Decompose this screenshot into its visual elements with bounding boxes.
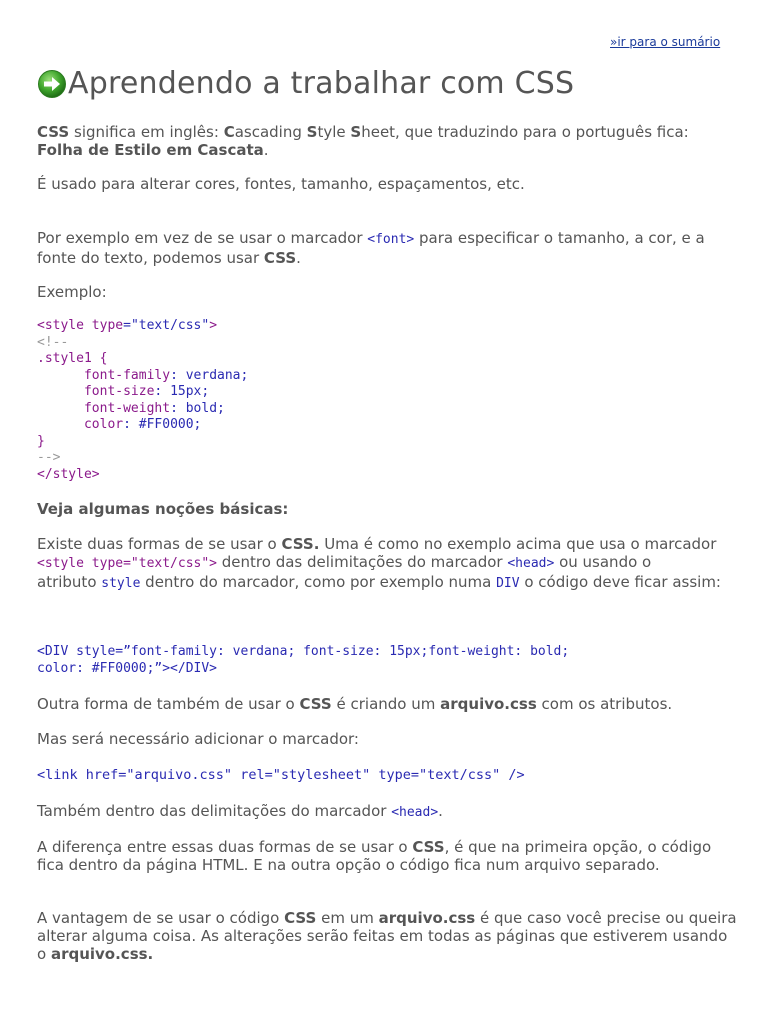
- code-token: }: [37, 433, 45, 449]
- code-token: -->: [37, 450, 61, 465]
- text: CSS: [299, 695, 332, 713]
- text: .: [438, 802, 443, 820]
- text: Folha de Estilo em Cascata: [37, 141, 264, 159]
- text: Por exemplo em vez de se usar o marcador: [37, 229, 368, 247]
- code-token: font-family: [83, 367, 171, 383]
- text: Outra forma de também de usar o: [37, 695, 300, 713]
- text: é criando um: [331, 695, 441, 713]
- code-token: >: [209, 318, 218, 333]
- page-title-text: Aprendendo a trabalhar com CSS: [68, 66, 575, 101]
- text: CSS: [412, 838, 445, 856]
- text: arquivo.css: [440, 695, 537, 713]
- text: Uma é como no exemplo acima que usa o marcador: [319, 535, 717, 553]
- text: em um: [316, 909, 379, 927]
- code-token: font-size: [83, 384, 155, 399]
- paragraph-example-label: Exemplo:: [37, 283, 107, 301]
- text: heet, que traduzindo para o português fica:: [361, 123, 689, 141]
- paragraph-advantage: [37, 909, 737, 963]
- inline-code: DIV: [496, 576, 520, 591]
- text: ou usando o: [554, 553, 652, 571]
- paragraph-two-ways: [37, 535, 737, 593]
- code-token: <style: [37, 318, 92, 333]
- css-term: CSS: [37, 123, 70, 141]
- code-block-style-example: [37, 318, 248, 483]
- text: dentro das delimitações do marcador: [217, 553, 508, 571]
- text: arquivo.css.: [50, 945, 154, 963]
- text: .: [296, 249, 301, 267]
- section-heading: Veja algumas noções básicas:: [37, 500, 289, 518]
- code-token: =: [123, 318, 131, 333]
- inline-code: <head>: [391, 805, 439, 820]
- code-token: : #FF0000;: [123, 417, 202, 432]
- code-token: </style>: [37, 466, 100, 482]
- text: ascading: [234, 123, 307, 141]
- text: Também dentro das delimitações do marcador: [37, 802, 392, 820]
- text: S: [306, 123, 318, 141]
- text: significa em inglês:: [69, 123, 224, 141]
- code-token: : verdana;: [170, 367, 249, 383]
- code-token: : 15px;: [154, 384, 210, 399]
- text: A vantagem de se usar o código: [37, 909, 285, 927]
- text: .: [263, 141, 269, 159]
- paragraph-add-tag: Mas será necessário adicionar o marcador:: [37, 730, 359, 748]
- back-to-summary-link[interactable]: »ir para o sumário: [610, 35, 721, 49]
- text: , é que na primeira opção, o código fica dentro da página HTML. E na outra opção o código fica num arquivo separado.: [37, 838, 712, 874]
- paragraph-css-file: [37, 695, 737, 713]
- text: com os atributos.: [536, 695, 673, 713]
- paragraph-example-intro: [37, 229, 737, 267]
- text: A diferença entre essas duas formas de se usar o: [37, 838, 413, 856]
- paragraph-css-definition: [37, 123, 737, 159]
- text: tyle: [317, 123, 351, 141]
- text: CSS: [284, 909, 317, 927]
- code-line: color: #FF0000;”></DIV>: [37, 660, 218, 676]
- inline-code: <style type="text/css">: [37, 556, 218, 571]
- text: o código deve ficar assim:: [519, 573, 721, 591]
- inline-code: style: [101, 576, 141, 591]
- text: para especificar o tamanho, a cor, e a fonte do texto, podemos usar: [37, 229, 705, 267]
- text: arquivo.css: [378, 909, 476, 927]
- code-token: type: [91, 318, 124, 333]
- code-line: <DIV style=”font-family: verdana; font-size: 15px;font-weight: bold;: [37, 644, 570, 659]
- inline-code: <font>: [367, 232, 415, 247]
- code-token: <!--: [37, 334, 69, 350]
- code-token: "text/css": [130, 318, 210, 333]
- green-arrow-right-icon: [37, 69, 67, 99]
- paragraph-inside-head: [37, 802, 737, 822]
- code-token: : bold;: [170, 400, 225, 416]
- paragraph-usage: É usado para alterar cores, fontes, tamanho, espaçamentos, etc.: [37, 175, 525, 193]
- page-title: [37, 66, 574, 101]
- code-token: color: [83, 417, 124, 432]
- text: é que caso você precise ou queira alterar alguma coisa. As alterações serão feitas em todas as páginas que estiverem usando o: [37, 909, 737, 963]
- text: Existe duas formas de se usar o: [37, 535, 282, 553]
- inline-code: <head>: [507, 556, 555, 571]
- text: dentro do marcador, como por exemplo numa: [140, 573, 497, 591]
- code-token: font-weight: [83, 400, 171, 416]
- text: CSS.: [281, 535, 320, 553]
- paragraph-difference: [37, 838, 737, 874]
- code-link-tag: <link href="arquivo.css" rel="stylesheet" type="text/css" />: [37, 767, 525, 783]
- text: CSS: [263, 249, 297, 267]
- text: C: [223, 123, 235, 141]
- code-block-div-example: [37, 644, 569, 677]
- text: atributo: [37, 573, 102, 591]
- code-token: .style1 {: [37, 351, 108, 366]
- text: S: [350, 123, 362, 141]
